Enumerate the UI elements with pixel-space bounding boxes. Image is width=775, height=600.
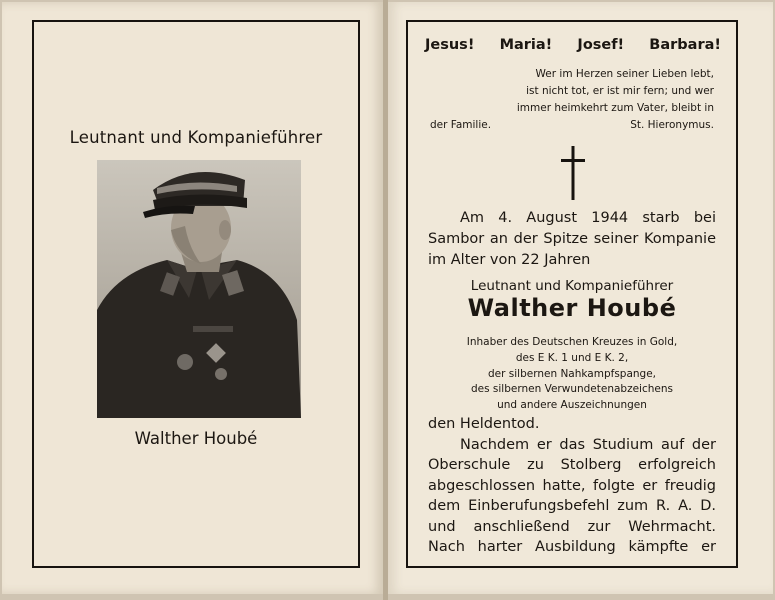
death-notice xyxy=(428,208,716,271)
biography-line: Nach harter Ausbildung kämpfte er xyxy=(428,539,716,555)
quote-line: Wer im Herzen seiner Lieben lebt, xyxy=(535,68,714,80)
quote-source-line xyxy=(430,117,714,134)
biography-text xyxy=(428,414,716,558)
death-notice-line: Am 4. August 1944 starb bei xyxy=(460,210,716,226)
death-notice-line: Sambor an der Spitze seiner Kompanie xyxy=(428,231,716,247)
invocation-josef: Josef! xyxy=(577,37,625,53)
award-line: des E K. 1 und E K. 2, xyxy=(515,351,629,364)
award-line: des silbernen Verwundetenabzeichens xyxy=(470,383,673,396)
invocation-jesus: Jesus! xyxy=(425,37,475,53)
left-rank-title: Leutnant und Kompanieführer xyxy=(69,128,323,147)
portrait-photo xyxy=(97,160,301,418)
photo-caption-name: Walther Houbé xyxy=(134,429,258,448)
memorial-quote xyxy=(430,66,714,134)
right-rank-title: Leutnant und Kompanieführer xyxy=(470,278,674,294)
quote-source: St. Hieronymus. xyxy=(630,119,714,131)
award-line: Inhaber des Deutschen Kreuzes in Gold, xyxy=(466,336,678,348)
awards-list xyxy=(410,335,734,414)
biography-line: dem Einberufungsbefehl zum R. A. D. xyxy=(428,498,716,514)
deceased-name: Walther Houbé xyxy=(467,294,677,322)
quote-line: ist nicht tot, er ist mir fern; und wer xyxy=(526,85,714,97)
biography-line: abgeschlossen hatte, folgte er freudig xyxy=(428,477,716,494)
award-line: der silbernen Nahkampfspange, xyxy=(488,367,656,380)
quote-line: immer heimkehrt zum Vater, bleibt in xyxy=(516,102,714,114)
biography-line: und anschließend zur Wehrmacht. xyxy=(428,518,716,535)
quote-line: der Familie. xyxy=(430,119,492,131)
invocation-maria: Maria! xyxy=(499,37,553,53)
biography-line: Oberschule zu Stolberg erfolgreich xyxy=(428,457,716,473)
invocation-barbara: Barbara! xyxy=(649,37,721,53)
biography-line: den Heldentod. xyxy=(428,416,540,432)
award-line: und andere Auszeichnungen xyxy=(497,399,647,412)
soldier-portrait-image xyxy=(97,160,301,418)
cross-icon xyxy=(558,146,588,200)
death-notice-line: im Alter von 22 Jahren xyxy=(428,252,591,268)
biography-line: Nachdem er das Studium auf der xyxy=(460,436,716,453)
invocation-line xyxy=(425,37,721,53)
